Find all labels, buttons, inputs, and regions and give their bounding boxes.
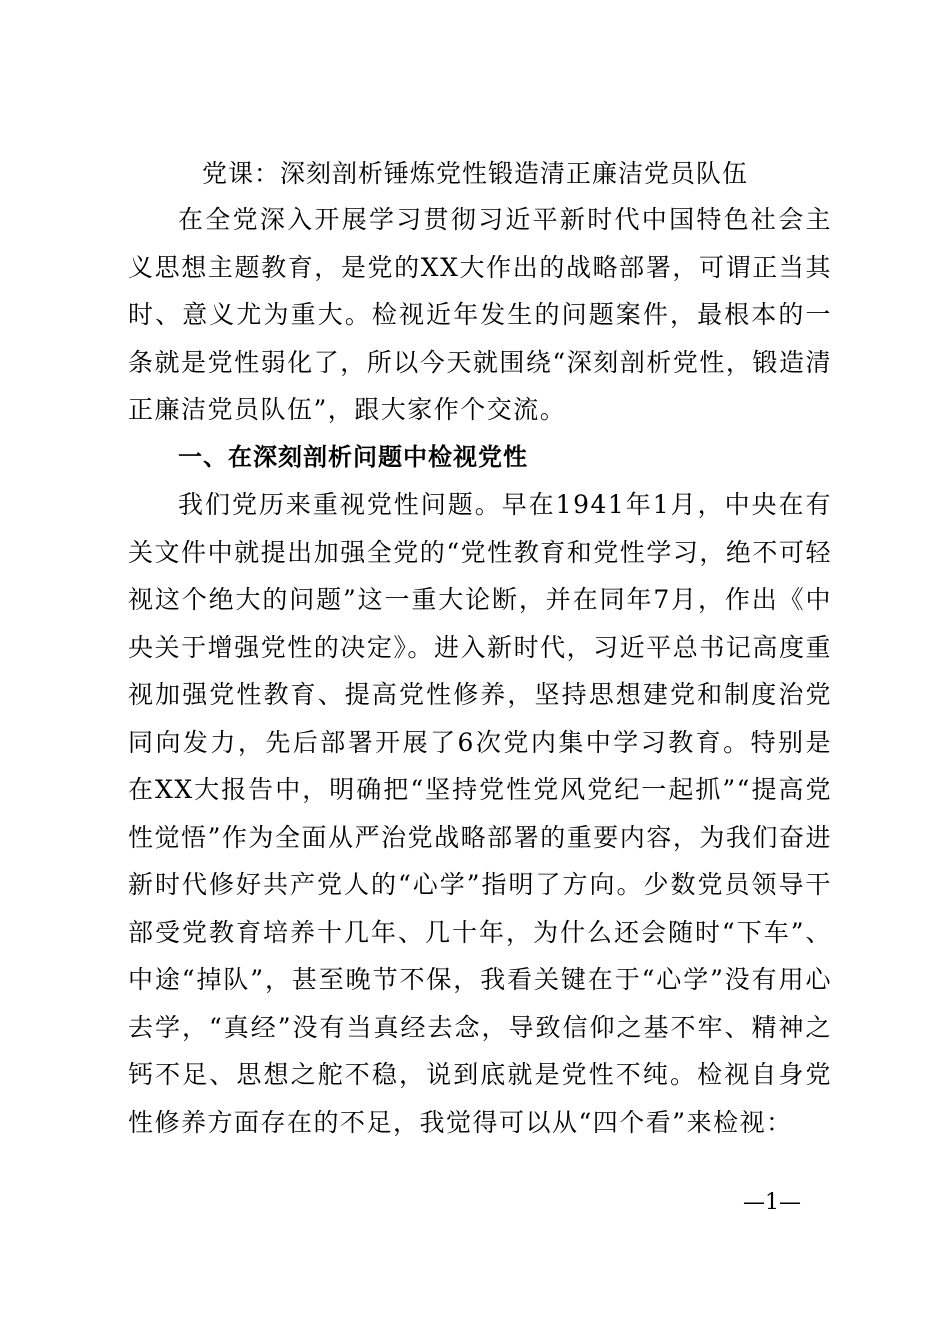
- document-title: 党课：深刻剖析锤炼党性锻造清正廉洁党员队伍: [201, 159, 748, 188]
- section-1-heading: 一、在深刻剖析问题中检视党性: [178, 442, 528, 471]
- intro-paragraph: 在全党深入开展学习贯彻习近平新时代中国特色社会主义思想主题教育，是党的XX大作出的战略部署，可谓正当其时、意义尤为重大。检视近年发生的问题案件，最根本的一条就是党性弱化了，所以今天就围绕“深刻剖析党性，锻造清正廉洁党员队伍”，跟大家作个交流。: [128, 205, 832, 424]
- page-number: —1—: [743, 1190, 801, 1215]
- section-1-paragraph: 我们党历来重视党性问题。早在1941年1月，中央在有关文件中就提出加强全党的“党性教育和党性学习，绝不可轻视这个绝大的问题”这一重大论断，并在同年7月，作出《中央关于增强党性的决定》。进入新时代，习近平总书记高度重视加强党性教育、提高党性修养，坚持思想建党和制度治党同向发力，先后部署开展了6次党内集中学习教育。特别是在XX大报告中，明确把“坚持党性党风党纪一起抓”“提高党性觉悟”作为全面从严治党战略部署的重要内容，为我们奋进新时代修好共产党人的“心学”指明了方向。少数党员领导干部受党教育培养十几年、几十年，为什么还会随时“下车”、中途“掉队”，甚至晚节不保，我看关键在于“心学”没有用心去学，“真经”没有当真经去念，导致信仰之基不牢、精神之钙不足、思想之舵不稳，说到底就是党性不纯。检视自身党性修养方面存在的不足，我觉得可以从“四个看”来检视：: [128, 490, 832, 1137]
- document-body: [128, 196, 832, 1146]
